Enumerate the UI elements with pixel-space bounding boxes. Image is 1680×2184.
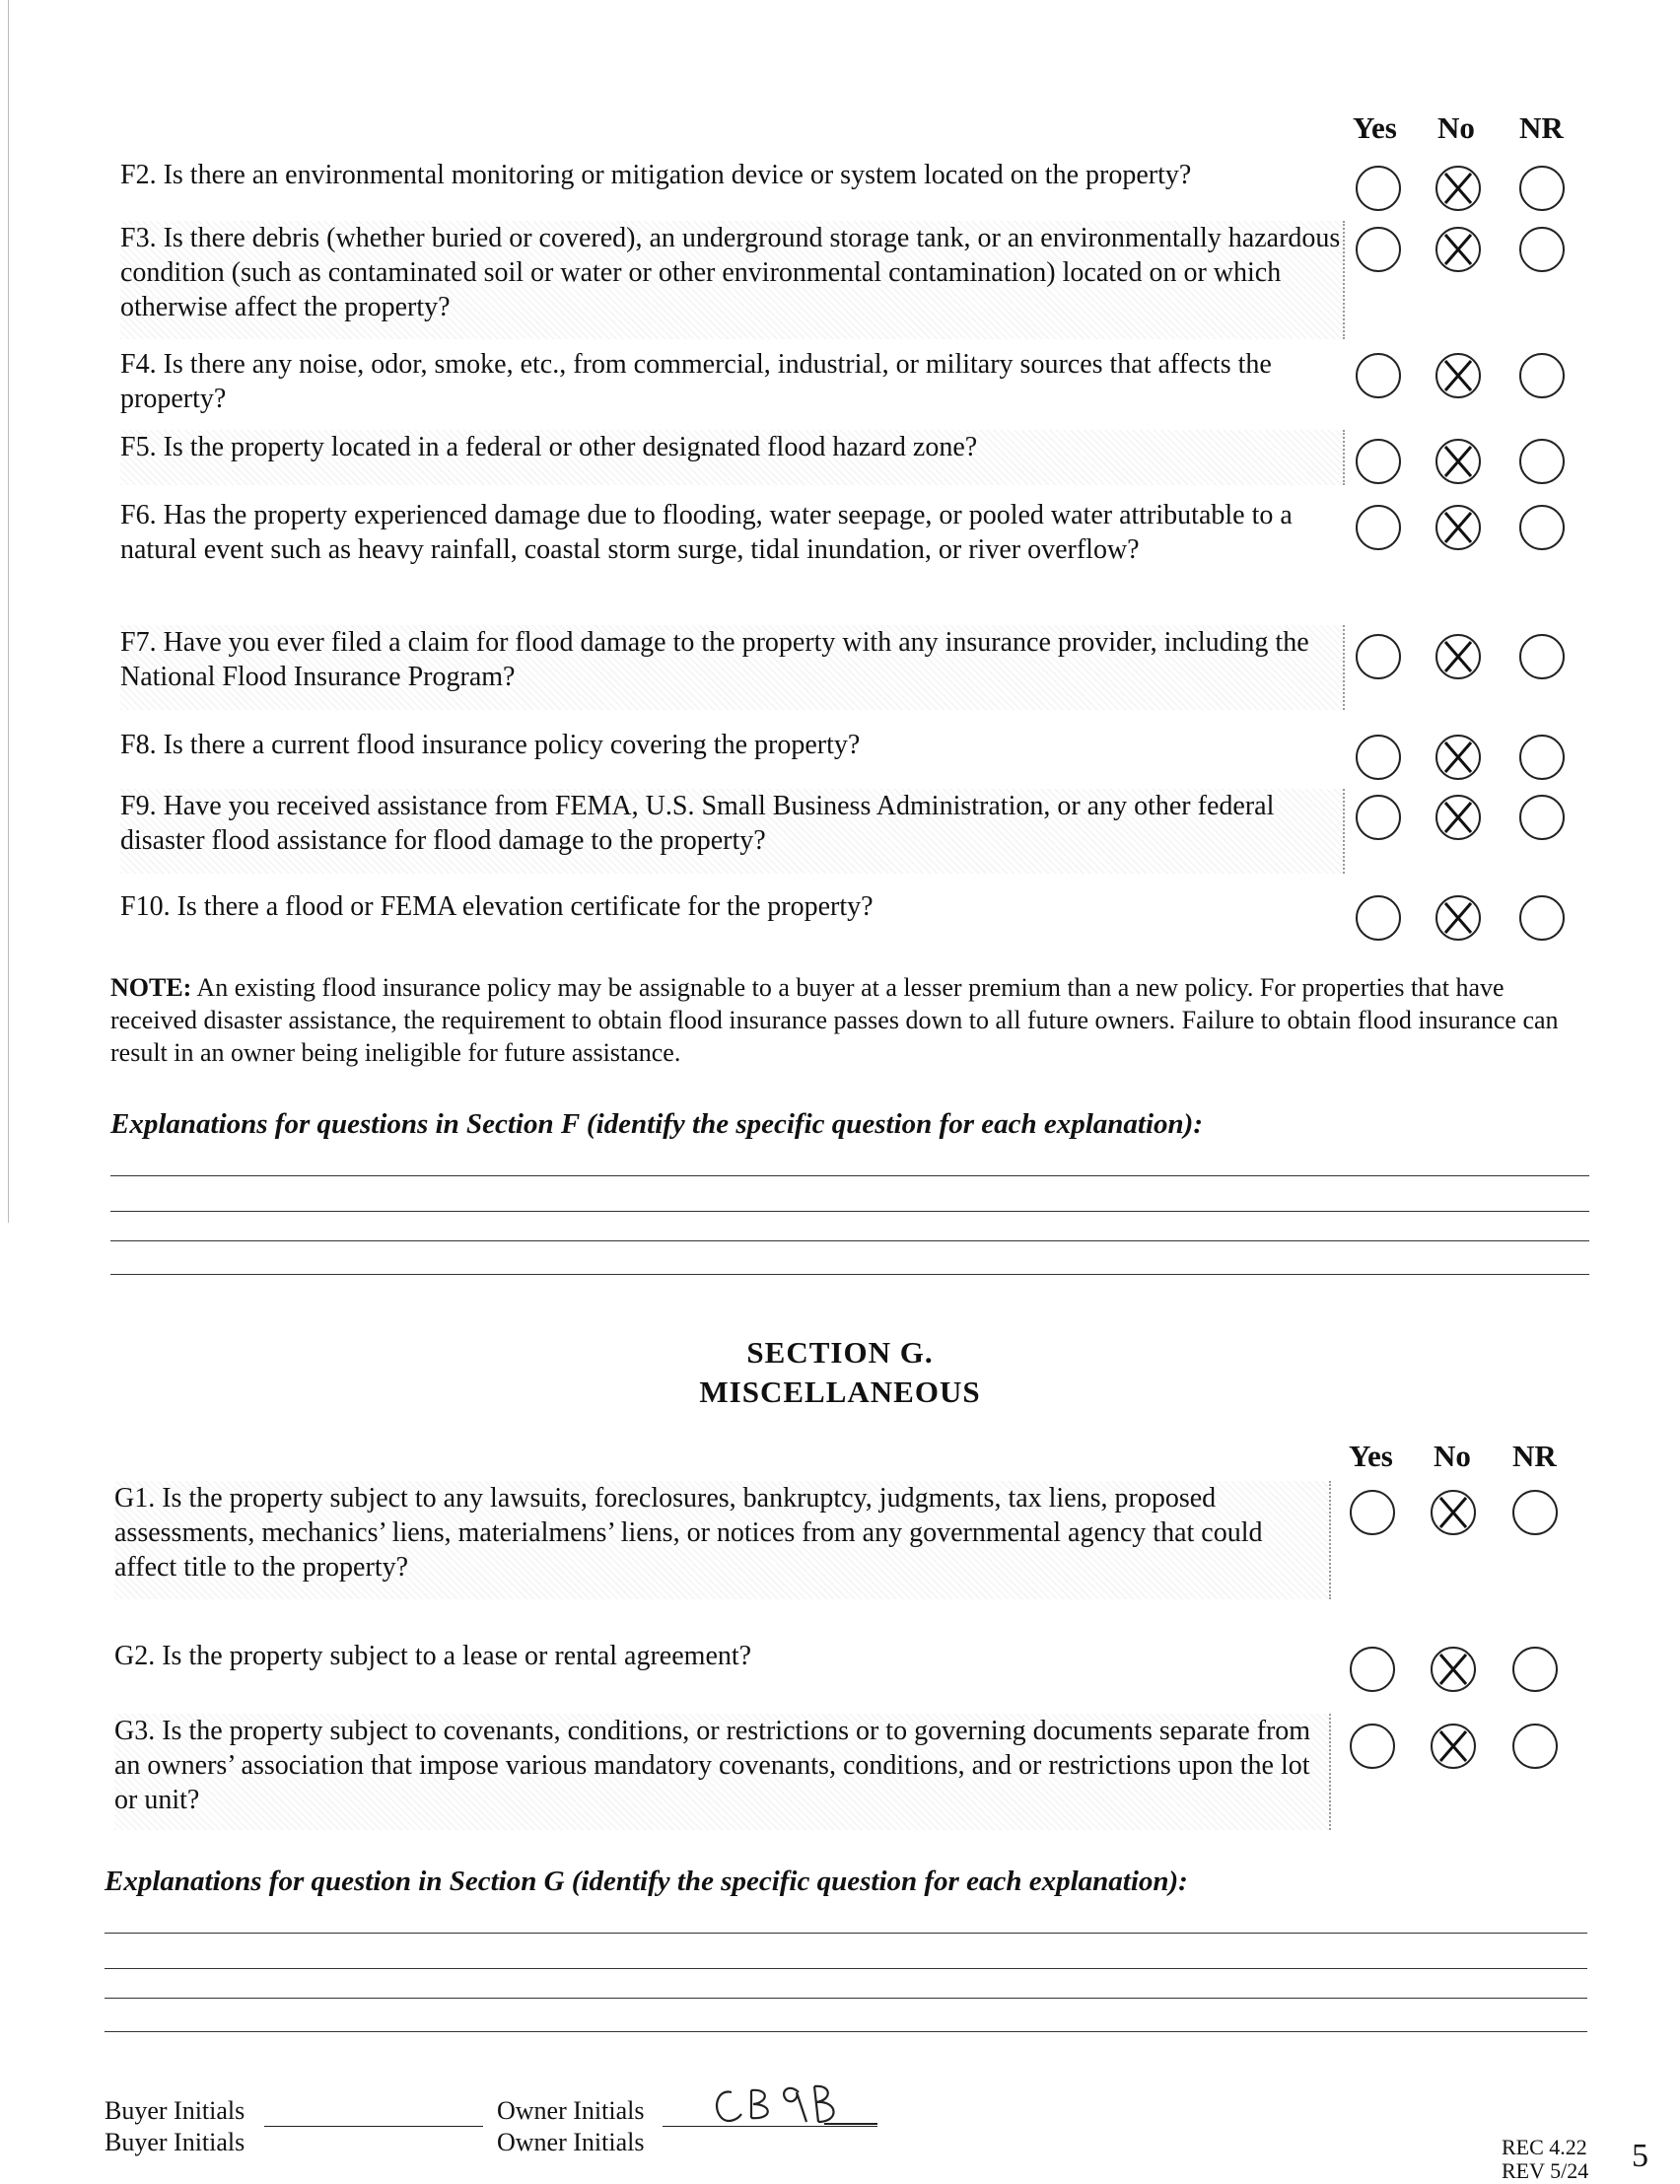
- col-header-no: No: [1437, 110, 1475, 145]
- question-text: Is the property subject to a lease or rental agreement?: [162, 1641, 752, 1671]
- f9-yes-radio[interactable]: [1356, 795, 1401, 840]
- f5-nr-radio[interactable]: [1519, 439, 1565, 484]
- g1-no-radio-marked[interactable]: [1431, 1490, 1476, 1535]
- note-label: NOTE:: [110, 973, 192, 1002]
- x-mark-icon: [1433, 1649, 1474, 1690]
- question-f4: [120, 347, 1343, 416]
- question-code: F2.: [120, 160, 157, 190]
- buyer-initials-label-2: Buyer Initials: [105, 2128, 245, 2156]
- page-number: 5: [1632, 2138, 1648, 2174]
- question-g1: [114, 1481, 1331, 1599]
- x-mark-icon: [1437, 636, 1479, 677]
- section-g-subtitle: MISCELLANEOUS: [699, 1374, 981, 1409]
- question-code: G1.: [114, 1483, 156, 1514]
- owner-initials-label-2: Owner Initials: [497, 2128, 645, 2156]
- f7-yes-radio[interactable]: [1356, 634, 1401, 679]
- owner-initials-label: Owner Initials: [497, 2096, 645, 2125]
- question-text: Have you received assistance from FEMA, U.S. Small Business Administration, or any other federal disaster flood assistance for flood damage to the property?: [120, 791, 1275, 856]
- question-text: Is there any noise, odor, smoke, etc., from commercial, industrial, or military sources that affects the property?: [120, 349, 1272, 414]
- col-header-nr: NR: [1519, 110, 1564, 145]
- question-f5: [120, 430, 1345, 485]
- question-g2: [114, 1639, 1329, 1673]
- x-mark-icon: [1437, 507, 1479, 548]
- f5-no-radio-marked[interactable]: [1435, 439, 1481, 484]
- question-f10: [120, 889, 1343, 924]
- f6-nr-radio[interactable]: [1519, 505, 1565, 550]
- form-revision: REV 5/24: [1502, 2158, 1589, 2183]
- f4-yes-radio[interactable]: [1356, 353, 1401, 398]
- x-mark-icon: [1437, 797, 1479, 838]
- x-mark-icon: [1437, 441, 1479, 482]
- g2-no-radio-marked[interactable]: [1431, 1647, 1476, 1692]
- col-header-nr: NR: [1512, 1439, 1557, 1473]
- question-f2: [120, 158, 1343, 192]
- question-code: F5.: [120, 432, 157, 462]
- question-code: F8.: [120, 730, 157, 760]
- x-mark-icon: [1433, 1726, 1474, 1767]
- f4-nr-radio[interactable]: [1519, 353, 1565, 398]
- question-code: F7.: [120, 627, 157, 658]
- explanation-line[interactable]: [110, 1211, 1589, 1212]
- g1-yes-radio[interactable]: [1350, 1490, 1395, 1535]
- section-f-explanations-label: Explanations for questions in Section F (identify the specific question for each explanation):: [110, 1108, 1203, 1140]
- explanation-line[interactable]: [110, 1175, 1589, 1176]
- question-code: F10.: [120, 891, 171, 922]
- f3-yes-radio[interactable]: [1356, 227, 1401, 272]
- note-text: An existing flood insurance policy may be assignable to a buyer at a lesser premium than a new policy. For properties that have received disaster assistance, the requirement to obtain flood insurance passes down to all future owners. Failure to obtain flood insurance can result in an owner being ineligible for future assistance.: [110, 973, 1559, 1067]
- x-mark-icon: [1437, 168, 1479, 209]
- f8-no-radio-marked[interactable]: [1435, 735, 1481, 780]
- col-header-no: No: [1434, 1439, 1471, 1473]
- explanation-line[interactable]: [110, 1274, 1589, 1275]
- f2-yes-radio[interactable]: [1356, 166, 1401, 211]
- question-text: Have you ever filed a claim for flood damage to the property with any insurance provider, including the National Flood Insurance Program?: [120, 627, 1309, 692]
- x-mark-icon: [1437, 897, 1479, 939]
- question-f8: [120, 728, 1343, 762]
- f10-yes-radio[interactable]: [1356, 895, 1401, 941]
- g1-nr-radio[interactable]: [1512, 1490, 1558, 1535]
- f3-no-radio-marked[interactable]: [1435, 227, 1481, 272]
- f2-no-radio-marked[interactable]: [1435, 166, 1481, 211]
- question-text: Is there a current flood insurance policy covering the property?: [163, 730, 861, 760]
- explanation-line[interactable]: [105, 2031, 1587, 2032]
- x-mark-icon: [1437, 229, 1479, 270]
- f4-no-radio-marked[interactable]: [1435, 353, 1481, 398]
- f3-nr-radio[interactable]: [1519, 227, 1565, 272]
- question-code: G3.: [114, 1716, 156, 1746]
- buyer-initials-field[interactable]: [264, 2126, 483, 2127]
- question-f6: [120, 498, 1343, 567]
- f6-yes-radio[interactable]: [1356, 505, 1401, 550]
- col-header-yes: Yes: [1353, 110, 1397, 145]
- f5-yes-radio[interactable]: [1356, 439, 1401, 484]
- f2-nr-radio[interactable]: [1519, 166, 1565, 211]
- buyer-initials-label: Buyer Initials: [105, 2096, 245, 2125]
- f8-yes-radio[interactable]: [1356, 735, 1401, 780]
- g3-nr-radio[interactable]: [1512, 1724, 1558, 1769]
- x-mark-icon: [1437, 737, 1479, 778]
- question-text: Is the property located in a federal or other designated flood hazard zone?: [163, 432, 978, 462]
- question-g3: [114, 1714, 1331, 1830]
- question-f7: [120, 625, 1345, 710]
- question-code: F6.: [120, 500, 157, 530]
- question-f3: [120, 221, 1345, 339]
- g3-yes-radio[interactable]: [1350, 1724, 1395, 1769]
- x-mark-icon: [1437, 355, 1479, 396]
- explanation-line[interactable]: [105, 1998, 1587, 1999]
- question-text: Is there an environmental monitoring or mitigation device or system located on the property?: [163, 160, 1192, 190]
- f7-nr-radio[interactable]: [1519, 634, 1565, 679]
- f10-nr-radio[interactable]: [1519, 895, 1565, 941]
- flood-insurance-note: [110, 971, 1570, 1069]
- f6-no-radio-marked[interactable]: [1435, 505, 1481, 550]
- question-text: Is the property subject to covenants, conditions, or restrictions or to governing documents separate from an owners’ association that impose various mandatory covenants, conditions, and or restrictions upon the lot or unit?: [114, 1716, 1311, 1815]
- g2-yes-radio[interactable]: [1350, 1647, 1395, 1692]
- question-code: G2.: [114, 1641, 156, 1671]
- f9-nr-radio[interactable]: [1519, 795, 1565, 840]
- question-text: Is there a flood or FEMA elevation certificate for the property?: [176, 891, 874, 922]
- col-header-yes: Yes: [1349, 1439, 1393, 1473]
- scan-margin-line: [8, 0, 9, 1223]
- question-text: Is the property subject to any lawsuits, foreclosures, bankruptcy, judgments, tax liens, proposed assessments, mechanics’ liens, materialmens’ liens, or notices from any governmental agency that could affect title to the property?: [114, 1483, 1263, 1583]
- g3-no-radio-marked[interactable]: [1431, 1724, 1476, 1769]
- f8-nr-radio[interactable]: [1519, 735, 1565, 780]
- explanation-line[interactable]: [105, 1968, 1587, 1969]
- question-code: F4.: [120, 349, 157, 380]
- f7-no-radio-marked[interactable]: [1435, 634, 1481, 679]
- section-g-explanations-label: Explanations for question in Section G (identify the specific question for each explanation):: [105, 1866, 1188, 1897]
- question-f9: [120, 789, 1345, 874]
- g2-nr-radio[interactable]: [1512, 1647, 1558, 1692]
- explanation-line[interactable]: [110, 1240, 1589, 1241]
- f10-no-radio-marked[interactable]: [1435, 895, 1481, 941]
- question-code: F9.: [120, 791, 157, 821]
- question-code: F3.: [120, 223, 157, 253]
- f9-no-radio-marked[interactable]: [1435, 795, 1481, 840]
- x-mark-icon: [1433, 1492, 1474, 1533]
- form-code: REC 4.22: [1502, 2135, 1587, 2159]
- section-g-title: SECTION G.: [746, 1335, 934, 1370]
- explanation-line[interactable]: [105, 1933, 1587, 1934]
- question-text: Has the property experienced damage due to flooding, water seepage, or pooled water attributable to a natural event such as heavy rainfall, coastal storm surge, tidal inundation, or river overflow?: [120, 500, 1293, 565]
- question-text: Is there debris (whether buried or covered), an underground storage tank, or an environmentally hazardous condition (such as contaminated soil or water or other environmental contamination) located on or which otherwise affect the property?: [120, 223, 1341, 322]
- owner-initials-signature: [708, 2078, 885, 2134]
